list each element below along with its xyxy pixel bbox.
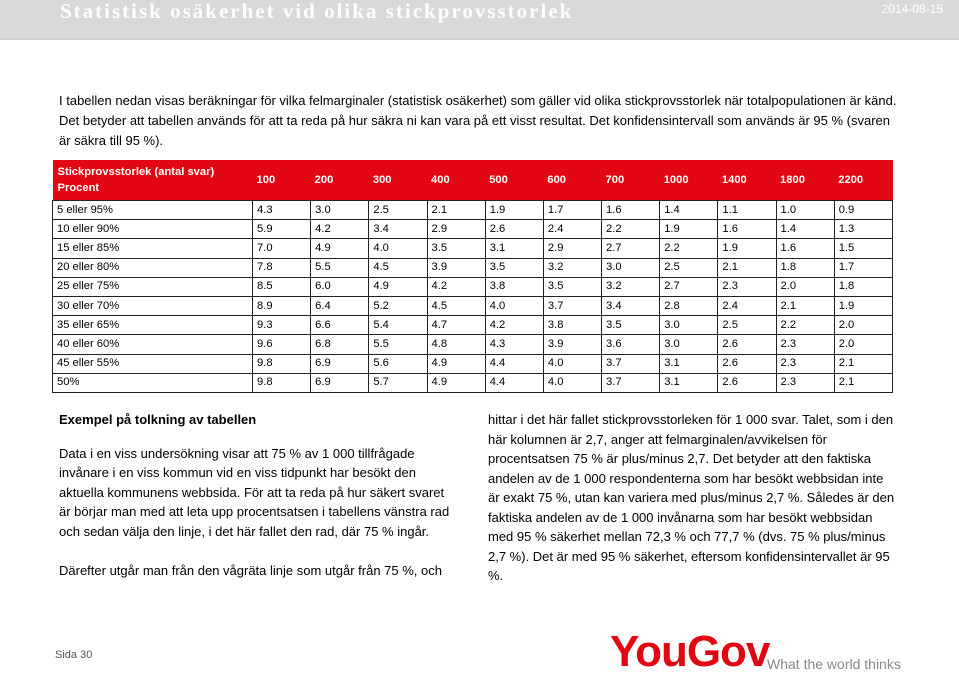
table-cell: 6.6 [311,316,369,335]
table-cell: 4.0 [543,354,601,373]
table-cell: 4.4 [485,373,543,392]
row-label: 25 eller 75% [53,277,253,296]
row-label: 20 eller 80% [53,258,253,277]
table-cell: 3.5 [427,239,485,258]
page-date: 2014-08-15 [881,2,943,16]
table-cell: 2.5 [369,201,427,220]
table-cell: 4.2 [311,220,369,239]
page-number: Sida 30 [55,649,93,661]
table-cell: 2.8 [660,296,718,315]
table-cell: 1.6 [602,201,660,220]
table-row [53,335,893,354]
table-row [53,277,893,296]
table-cell: 9.8 [253,373,311,392]
logo-wordmark: YouGov [610,627,770,676]
table-row [53,258,893,277]
logo-tagline: What the world thinks [767,656,901,672]
example-paragraph-3: hittar i det här fallet stickprovsstorleken för 1 000 svar. Talet, som i den här kolumnen är 2,7, anger att felmarginalen/avvikelsen för procentsatsen 75 % är plus/minus 2,7. Det betyder att den faktiska andelen av de 1 000 respondenterna som har besökt webbsidan inte är exakt 75 %, utan kan variera med plus/minus 2,7 %. Således är den faktiska andelen av de 1 000 invånarna som har besökt webbsidan med 95 % säkerhet mellan 72,3 % och 77,7 % (dvs. 75 % plus/minus 2,7 %). Det är med 95 % säkerhet, eftersom konfidensintervallet är 95 %. [488,412,895,583]
table-cell: 2.0 [834,316,892,335]
table-cell: 2.2 [602,220,660,239]
table-cell: 2.3 [718,277,776,296]
page-title: Statistisk osäkerhet vid olika stickprovsstorlek [60,0,574,23]
table-cell: 2.6 [485,220,543,239]
table-cell: 6.0 [311,277,369,296]
table-cell: 9.3 [253,316,311,335]
table-cell: 1.4 [776,220,834,239]
table-cell: 4.5 [369,258,427,277]
table-cell: 2.5 [660,258,718,277]
table-cell: 5.4 [369,316,427,335]
column-header-1400: 1400 [718,160,776,201]
row-label: 40 eller 60% [53,335,253,354]
yougov-logo [610,627,770,676]
table-cell: 4.9 [369,277,427,296]
table-cell: 3.8 [543,316,601,335]
table-cell: 2.3 [776,373,834,392]
example-paragraph-1: Data i en viss undersökning visar att 75 % av 1 000 tillfrågade invånare i en viss kommun vid en viss tidpunkt har besökt den aktuella kommunens webbsida. För att ta reda på hur säkert svaret är börjar man med att leta upp procentsatsen i tabellens vänstra rad och sedan välja den linje, i det här fallet den rad, där 75 % ingår. [59,445,450,539]
table-cell: 2.1 [776,296,834,315]
table-cell: 3.1 [660,373,718,392]
table-cell: 2.6 [718,335,776,354]
table-cell: 4.3 [485,335,543,354]
table-cell: 1.5 [834,239,892,258]
column-header-700: 700 [602,160,660,201]
table-cell: 2.7 [602,239,660,258]
column-header-400: 400 [427,160,485,201]
table-cell: 3.7 [602,354,660,373]
table-cell: 4.2 [427,277,485,296]
row-label: 10 eller 90% [53,220,253,239]
table-cell: 2.0 [776,277,834,296]
table-cell: 2.4 [543,220,601,239]
table-cell: 2.1 [427,201,485,220]
table-cell: 1.4 [660,201,718,220]
header-sample-size-label: Stickprovsstorlek (antal svar) [57,166,215,178]
row-label: 5 eller 95% [53,201,253,220]
example-paragraph-2: Därefter utgår man från den vågräta linje som utgår från 75 %, och [59,563,442,578]
table-cell: 1.9 [485,201,543,220]
table-cell: 4.7 [427,316,485,335]
table-cell: 0.9 [834,201,892,220]
table-cell: 2.6 [718,354,776,373]
table-cell: 1.6 [718,220,776,239]
margin-of-error-table [52,160,893,393]
table-cell: 4.0 [543,373,601,392]
table-cell: 3.9 [427,258,485,277]
table-row [53,354,893,373]
table-cell: 2.3 [776,335,834,354]
column-header-2200: 2200 [834,160,892,201]
table-cell: 3.6 [602,335,660,354]
example-left-column [59,410,454,597]
table-corner-header [53,160,253,201]
table-cell: 2.1 [718,258,776,277]
column-header-600: 600 [543,160,601,201]
table-cell: 8.9 [253,296,311,315]
row-label: 45 eller 55% [53,354,253,373]
table-cell: 9.8 [253,354,311,373]
table-cell: 3.4 [602,296,660,315]
table-cell: 3.0 [660,335,718,354]
table-cell: 3.0 [602,258,660,277]
example-title: Exempel på tolkning av tabellen [59,412,257,427]
table-cell: 2.3 [776,354,834,373]
table-cell: 7.8 [253,258,311,277]
table-cell: 4.4 [485,354,543,373]
table-cell: 4.0 [369,239,427,258]
table-cell: 1.6 [776,239,834,258]
example-right-column [488,410,898,602]
row-label: 50% [53,373,253,392]
table-cell: 2.2 [660,239,718,258]
column-header-1800: 1800 [776,160,834,201]
column-header-1000: 1000 [660,160,718,201]
table-cell: 3.7 [602,373,660,392]
table-cell: 4.9 [427,354,485,373]
column-header-500: 500 [485,160,543,201]
table-cell: 4.3 [253,201,311,220]
table-cell: 1.0 [776,201,834,220]
table-cell: 1.9 [660,220,718,239]
row-label: 15 eller 85% [53,239,253,258]
table-cell: 3.5 [543,277,601,296]
column-header-300: 300 [369,160,427,201]
table-cell: 2.1 [834,373,892,392]
table-row [53,201,893,220]
table-cell: 5.2 [369,296,427,315]
table-cell: 5.7 [369,373,427,392]
table-cell: 2.2 [776,316,834,335]
table-cell: 4.9 [311,239,369,258]
table-cell: 3.2 [543,258,601,277]
table-header-row [53,160,893,201]
table-cell: 3.8 [485,277,543,296]
table-cell: 3.1 [660,354,718,373]
table-row [53,239,893,258]
table-cell: 3.5 [485,258,543,277]
table-row [53,316,893,335]
table-cell: 1.7 [834,258,892,277]
intro-text: I tabellen nedan visas beräkningar för vilka felmarginaler (statistisk osäkerhet) som gäller vid olika stickprovsstorlek när totalpopulationen är känd. Det betyder att tabellen används för att ta reda på hur säkra ni kan vara på ett visst resultat. Det konfidensintervall som används är 95 % (svaren är säkra till 95 %). [59,93,897,148]
table-cell: 4.2 [485,316,543,335]
header-percent-label: Procent [57,182,100,194]
table-cell: 3.2 [602,277,660,296]
table-cell: 6.4 [311,296,369,315]
table-cell: 5.9 [253,220,311,239]
table-cell: 2.4 [718,296,776,315]
table-cell: 5.5 [311,258,369,277]
row-label: 30 eller 70% [53,296,253,315]
table-cell: 2.1 [834,354,892,373]
table-cell: 3.0 [660,316,718,335]
table-cell: 3.5 [602,316,660,335]
table-cell: 1.8 [834,277,892,296]
table-cell: 8.5 [253,277,311,296]
table-row [53,220,893,239]
table-cell: 3.9 [543,335,601,354]
table-cell: 2.9 [543,239,601,258]
column-header-200: 200 [311,160,369,201]
row-label: 35 eller 65% [53,316,253,335]
table-cell: 4.5 [427,296,485,315]
table-cell: 4.0 [485,296,543,315]
table-row [53,373,893,392]
table-cell: 6.9 [311,373,369,392]
table-cell: 1.3 [834,220,892,239]
table-cell: 6.8 [311,335,369,354]
page-header [0,0,959,40]
table-cell: 2.5 [718,316,776,335]
table-cell: 4.8 [427,335,485,354]
table-cell: 2.6 [718,373,776,392]
table-cell: 9.6 [253,335,311,354]
table-cell: 3.0 [311,201,369,220]
table-cell: 5.6 [369,354,427,373]
table-cell: 2.9 [427,220,485,239]
table-cell: 5.5 [369,335,427,354]
table-cell: 3.7 [543,296,601,315]
table-cell: 1.7 [543,201,601,220]
table-cell: 4.9 [427,373,485,392]
table-cell: 1.1 [718,201,776,220]
table-cell: 7.0 [253,239,311,258]
table-cell: 1.9 [718,239,776,258]
table-cell: 1.9 [834,296,892,315]
table-cell: 3.4 [369,220,427,239]
table-cell: 6.9 [311,354,369,373]
table-cell: 2.7 [660,277,718,296]
table-cell: 3.1 [485,239,543,258]
column-header-100: 100 [253,160,311,201]
table-cell: 2.0 [834,335,892,354]
table-row [53,296,893,315]
table-cell: 1.8 [776,258,834,277]
